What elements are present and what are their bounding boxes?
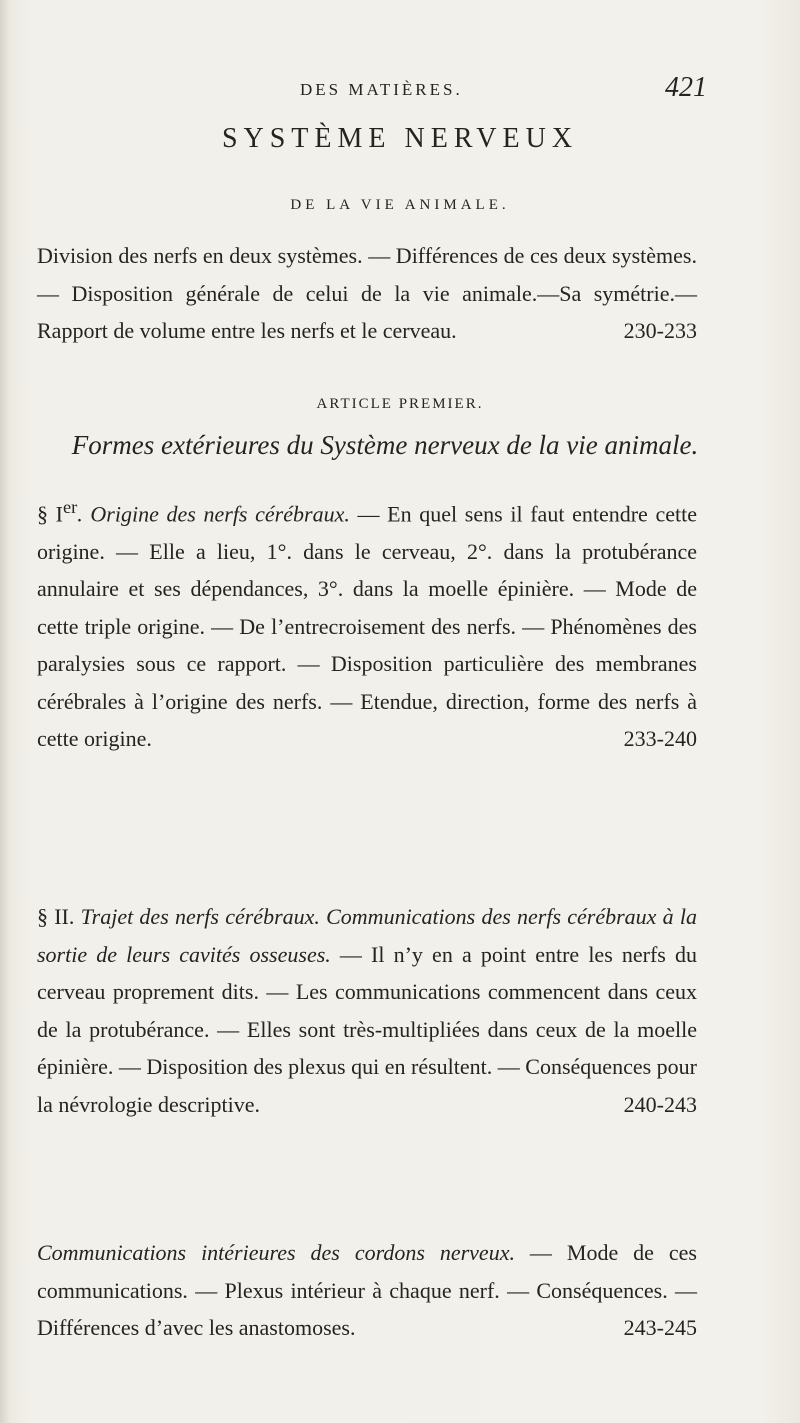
section-paragraph-2 (37, 898, 697, 1123)
paragraph-2-page-range: 240-243 (623, 1091, 697, 1117)
article-label: ARTICLE PREMIER. (316, 396, 484, 412)
intro-text: Division des nerfs en deux systèmes. — Différences de ces deux systèmes. — Disposition générale de celui de la vie animale.—Sa symétrie.— Rapport de volume entre les nerfs et le cerveau. (37, 243, 697, 343)
running-title: DES MATIÈRES. (300, 80, 463, 99)
paragraph-1-marker: § I (37, 501, 63, 527)
intro-page-range: 230-233 (623, 318, 697, 343)
section-title: SYSTÈME NERVEUX (221, 123, 579, 154)
section-paragraph-3 (37, 1234, 697, 1347)
paragraph-1-marker-superscript: er (63, 497, 78, 517)
paragraph-3-text: — Mode de ces communications. — Plexus intérieur à chaque nerf. — Conséquences. — Différences d’avec les anastomoses. (37, 1240, 697, 1340)
intro-summary (37, 237, 697, 350)
page-number: 421 (665, 72, 707, 103)
section-subtitle: DE LA VIE ANIMALE. (290, 197, 510, 213)
paragraph-1-page-range: 233-240 (623, 726, 697, 752)
section-paragraph-1 (37, 489, 697, 758)
paragraph-2-marker: § II. (37, 904, 75, 929)
article-title: Formes extérieures du Système nerveux de la vie animale. (71, 430, 699, 460)
paragraph-3-page-range: 243-245 (623, 1315, 697, 1340)
paragraph-1-text: — En quel sens il faut entendre cette origine. — Elle a lieu, 1°. dans le cerveau, 2°. dans la protubérance annulaire et ses dépendances, 3°. dans la moelle épinière. — Mode de cette triple origine. — De l’entrecroisement des nerfs. — Phénomènes des paralysies sous ce rapport. — Disposition particulière des membranes cérébrales à l’origine des nerfs. — Etendue, direction, forme des nerfs à cette origine. (37, 501, 698, 752)
paragraph-3-heading: Communications intérieures des cordons nerveux. (37, 1240, 515, 1265)
paragraph-1-heading: . Origine des nerfs cérébraux. (77, 501, 350, 527)
paragraph-2-text: — Il n’y en a point entre les nerfs du cerveau proprement dits. — Les communications commencent dans ceux de la protubérance. — Elles sont très-multipliées dans ceux de la moelle épinière. — Disposition des plexus qui en résultent. — Conséquences pour la névrologie descriptive. (37, 941, 697, 1117)
paragraph-2-heading: Trajet des nerfs cérébraux. Communications des nerfs cérébraux à la sortie de leurs cavités osseuses. (37, 904, 698, 967)
